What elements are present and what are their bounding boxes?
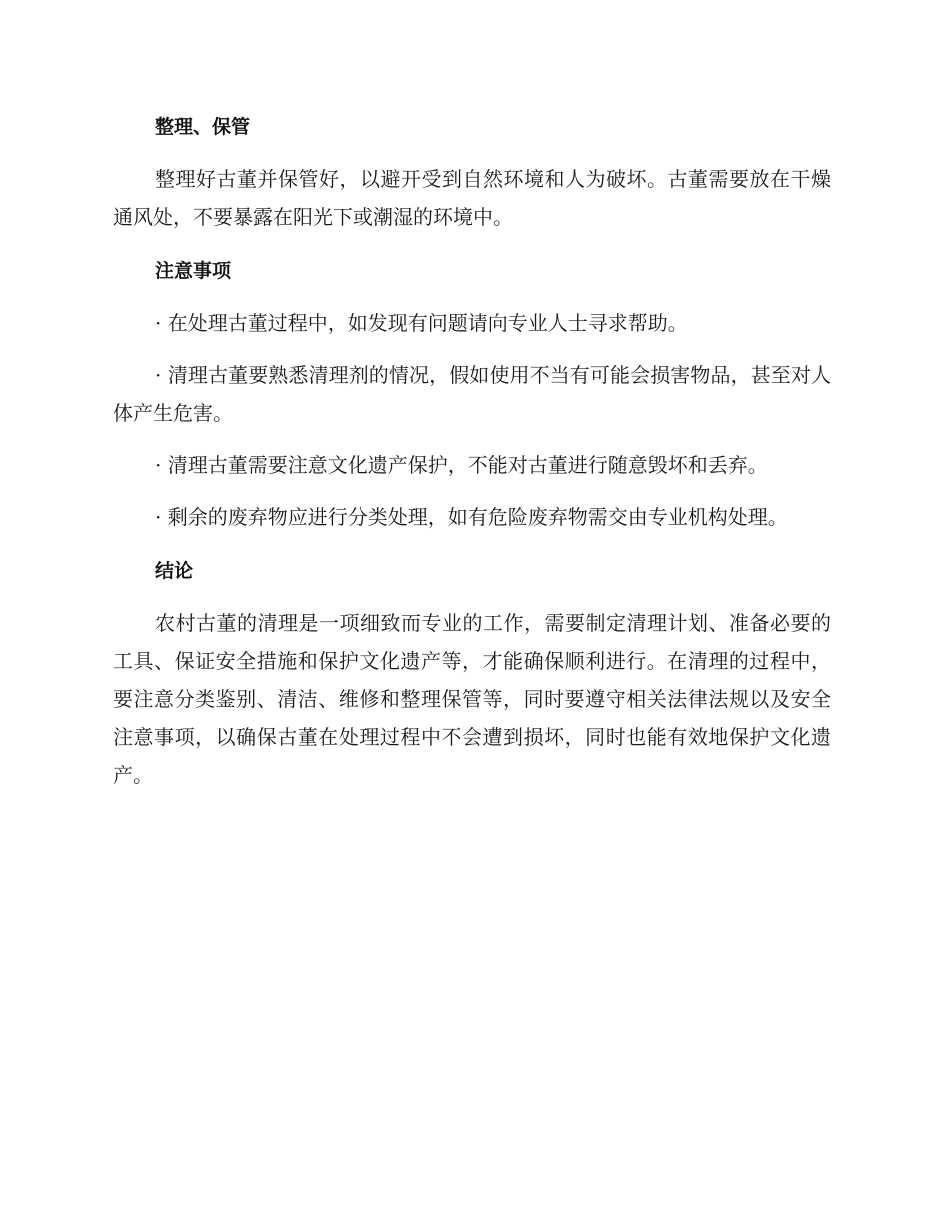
document-page bbox=[113, 108, 831, 794]
spacer bbox=[113, 146, 831, 160]
spacer bbox=[113, 432, 831, 446]
spacer bbox=[113, 484, 831, 498]
spacer bbox=[113, 590, 831, 604]
notes-list-item: · 在处理古董过程中，如发现有问题请向专业人士寻求帮助。 bbox=[155, 311, 688, 335]
spacer bbox=[113, 536, 831, 552]
spacer bbox=[113, 236, 831, 252]
conclusion-paragraph: 农村古董的清理是一项细致而专业的工作，需要制定清理计划、准备必要的工具、保证安全措施和保护文化遗产等，才能确保顺利进行。在清理的过程中，要注意分类鉴别、清洁、维修和整理保管等，同时要遵守相关法律法规以及安全注意事项，以确保古董在处理过程中不会遭到损坏，同时也能有效地保护文化遗产。 bbox=[113, 611, 831, 787]
notes-list-item: · 清理古董要熟悉清理剂的情况，假如使用不当有可能会损害物品，甚至对人体产生危害。 bbox=[113, 363, 831, 425]
section-heading-storage: 整理、保管 bbox=[155, 116, 251, 138]
section-heading-conclusion: 结论 bbox=[155, 560, 194, 582]
notes-list-item: · 清理古董需要注意文化遗产保护，不能对古董进行随意毁坏和丢弃。 bbox=[155, 453, 768, 477]
spacer bbox=[113, 290, 831, 304]
storage-paragraph: 整理好古董并保管好，以避开受到自然环境和人为破坏。古董需要放在干燥通风处，不要暴露在阳光下或潮湿的环境中。 bbox=[113, 167, 831, 229]
spacer bbox=[113, 342, 831, 356]
section-heading-notes: 注意事项 bbox=[155, 260, 232, 282]
notes-list-item: · 剩余的废弃物应进行分类处理，如有危险废弃物需交由专业机构处理。 bbox=[155, 505, 788, 529]
